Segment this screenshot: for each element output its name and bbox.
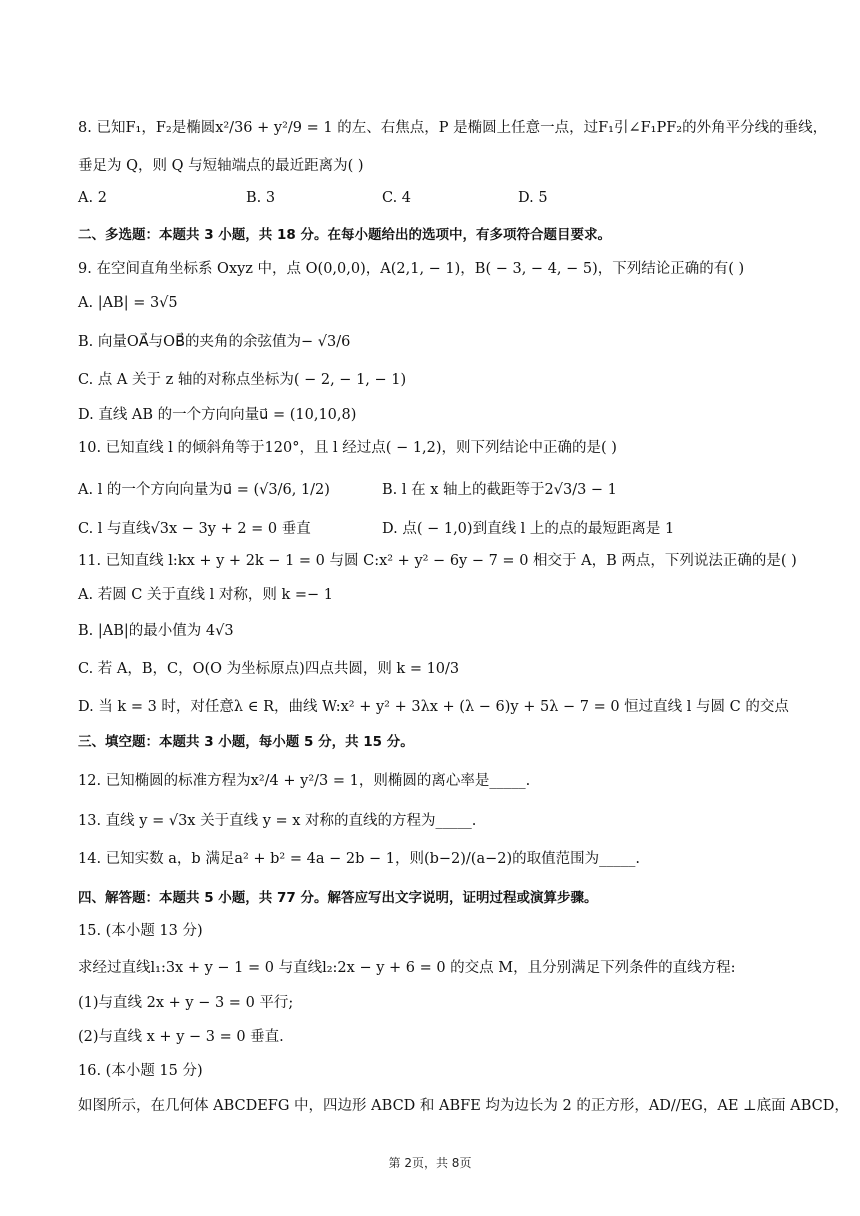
q10-option-b: B. l 在 x 轴上的截距等于2√3/3 − 1 xyxy=(382,482,617,498)
q11-option-a: A. 若圆 C 关于直线 l 对称，则 k =− 1 xyxy=(78,587,333,603)
q11-option-d: D. 当 k = 3 时，对任意λ ∈ R，曲线 W:x² + y² + 3λx + (λ − 6)y + 5λ − 7 = 0 恒过直线 l 与圆 C 的交点 xyxy=(78,699,789,715)
q9-stem: 9. 在空间直角坐标系 Oxyz 中，点 O(0,0,0)，A(2,1, − 1)，B( − 3, − 4, − 5)，下列结论正确的有( ) xyxy=(78,261,745,277)
q9-option-a: A. |AB| = 3√5 xyxy=(78,295,178,311)
q14-text: 14. 已知实数 a，b 满足a² + b² = 4a − 2b − 1，则(b−2)/(a−2)的取值范围为_____. xyxy=(78,851,640,867)
q9-option-b: B. 向量OA⃗与OB⃗的夹角的余弦值为− √3/6 xyxy=(78,334,351,350)
q8-line2: 垂足为 Q，则 Q 与短轴端点的最近距离为( ) xyxy=(78,158,364,174)
q11-stem: 11. 已知直线 l:kx + y + 2k − 1 = 0 与圆 C:x² + y² − 6y − 7 = 0 相交于 A，B 两点，下列说法正确的是( ) xyxy=(78,553,797,569)
q10-option-c: C. l 与直线√3x − 3y + 2 = 0 垂直 xyxy=(78,521,311,537)
q11-option-b: B. |AB|的最小值为 4√3 xyxy=(78,623,234,639)
q15-stem: 求经过直线l₁:3x + y − 1 = 0 与直线l₂:2x − y + 6 = 0 的交点 M，且分别满足下列条件的直线方程: xyxy=(78,960,736,976)
q8-option-a: A. 2 xyxy=(78,190,107,206)
q15-part1: (1)与直线 2x + y − 3 = 0 平行; xyxy=(78,995,294,1011)
q10-option-d: D. 点( − 1,0)到直线 l 上的点的最短距离是 1 xyxy=(382,521,675,537)
section-heading-fill-in: 三、填空题：本题共 3 小题，每小题 5 分，共 15 分。 xyxy=(78,734,414,750)
q8-option-b: B. 3 xyxy=(246,190,276,206)
q9-option-d: D. 直线 AB 的一个方向向量u⃗ = (10,10,8) xyxy=(78,407,357,423)
q15-heading: 15. (本小题 13 分) xyxy=(78,923,203,939)
q13-text: 13. 直线 y = √3x 关于直线 y = x 对称的直线的方程为_____. xyxy=(78,813,477,829)
q11-option-c: C. 若 A，B，C，O(O 为坐标原点)四点共圆，则 k = 10/3 xyxy=(78,661,460,677)
q12-text: 12. 已知椭圆的标准方程为x²/4 + y²/3 = 1，则椭圆的离心率是_____. xyxy=(78,773,531,789)
q16-stem: 如图所示，在几何体 ABCDEFG 中，四边形 ABCD 和 ABFE 均为边长为 2 的正方形，AD//EG，AE ⊥底面 ABCD， xyxy=(78,1098,849,1114)
q8-option-d: D. 5 xyxy=(518,190,548,206)
page-footer: 第 2页，共 8页 xyxy=(388,1156,472,1170)
q9-option-c: C. 点 A 关于 z 轴的对称点坐标为( − 2, − 1, − 1) xyxy=(78,372,407,388)
section-heading-multiple-choice: 二、多选题：本题共 3 小题，共 18 分。在每小题给出的选项中，有多项符合题目要求。 xyxy=(78,227,611,243)
q10-option-a: A. l 的一个方向向量为u⃗ = (√3/6, 1/2) xyxy=(78,482,330,498)
q8-line1: 8. 已知F₁，F₂是椭圆x²/36 + y²/9 = 1 的左、右焦点，P 是椭圆上任意一点，过F₁引∠F₁PF₂的外角平分线的垂线， xyxy=(78,120,828,136)
section-heading-answer: 四、解答题：本题共 5 小题，共 77 分。解答应写出文字说明，证明过程或演算步骤。 xyxy=(78,890,598,906)
q10-stem: 10. 已知直线 l 的倾斜角等于120°，且 l 经过点( − 1,2)，则下列结论中正确的是( ) xyxy=(78,440,617,456)
q15-part2: (2)与直线 x + y − 3 = 0 垂直. xyxy=(78,1029,284,1045)
q16-heading: 16. (本小题 15 分) xyxy=(78,1063,203,1079)
q8-option-c: C. 4 xyxy=(382,190,412,206)
